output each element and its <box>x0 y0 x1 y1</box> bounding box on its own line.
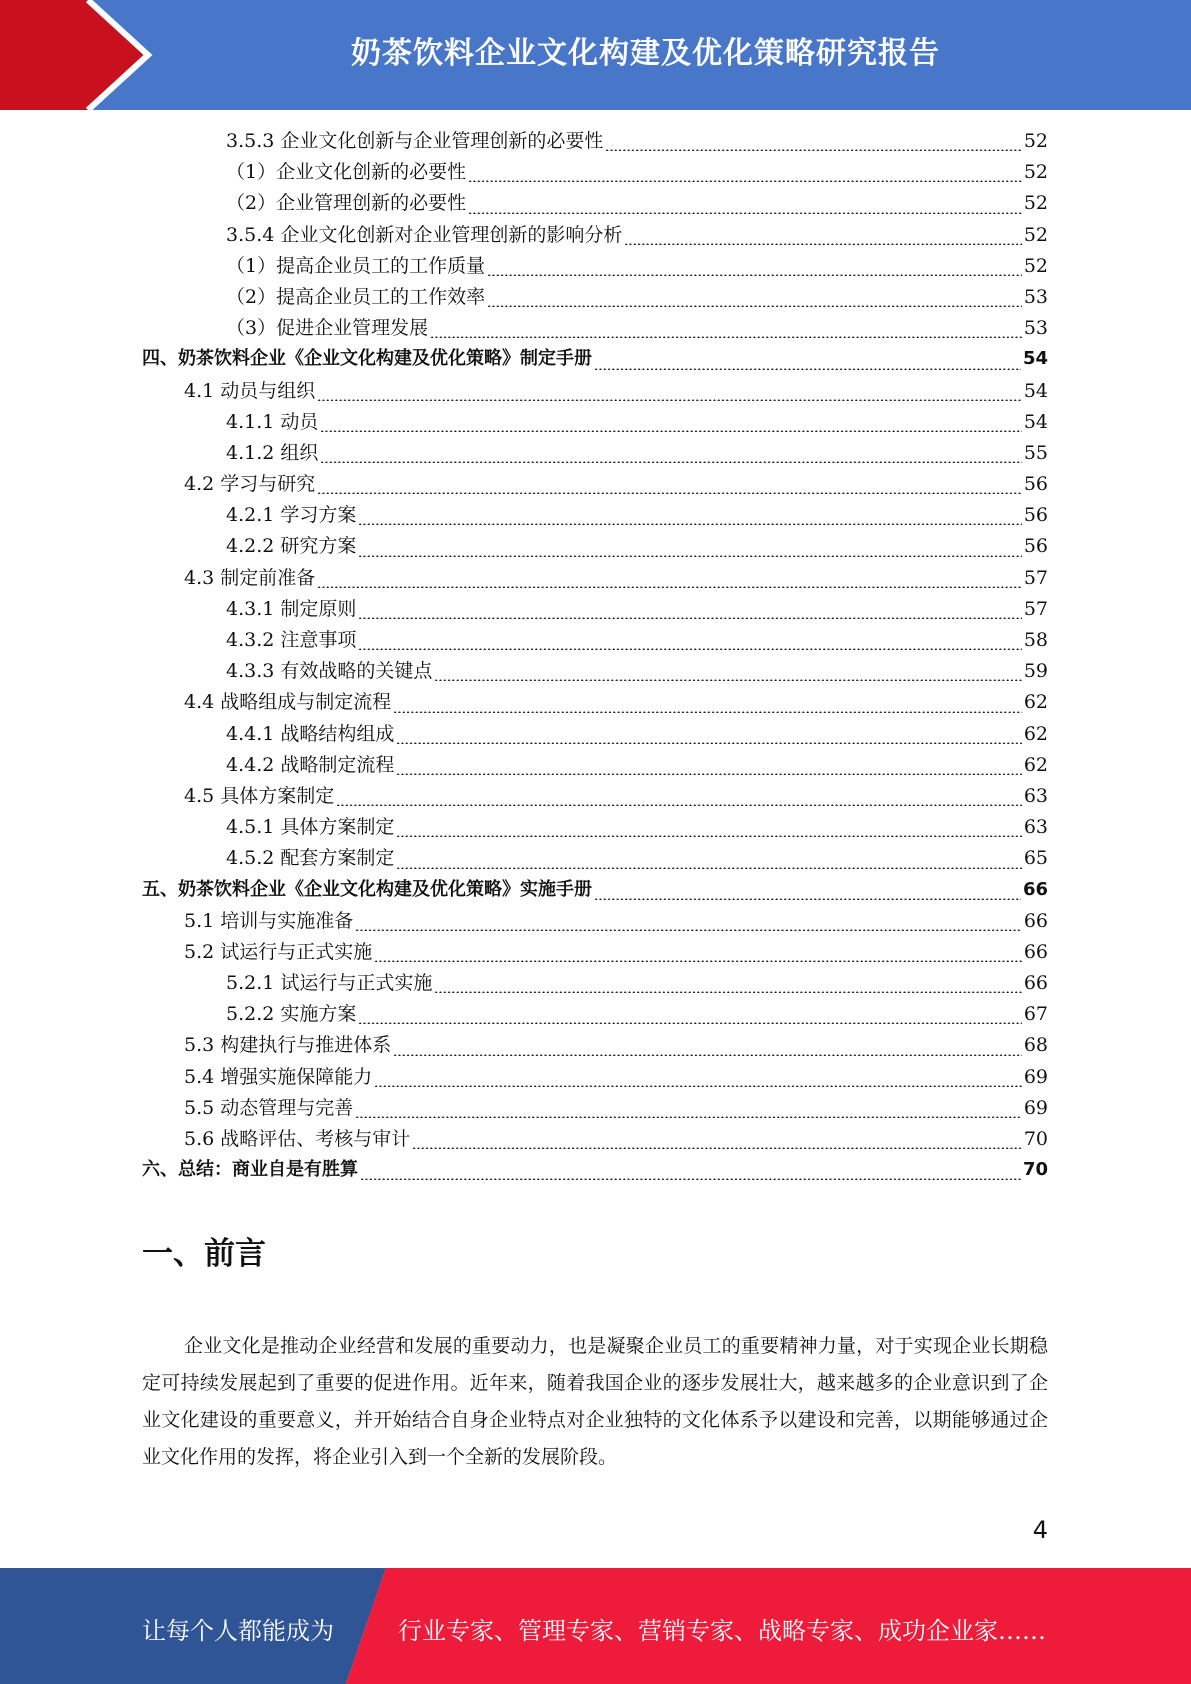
toc-entry-title: 4.5.2 配套方案制定 <box>226 847 395 870</box>
toc-entry-page: 65 <box>1023 847 1048 870</box>
toc-entry-page: 66 <box>1023 940 1048 963</box>
toc-entry[interactable] <box>142 1155 1048 1186</box>
toc-leader-dots <box>358 523 1021 525</box>
toc-leader-dots <box>358 555 1021 557</box>
toc-entry[interactable] <box>142 812 1048 843</box>
toc-entry-title: 4.4 战略组成与制定流程 <box>184 691 392 714</box>
toc-leader-dots <box>434 991 1021 993</box>
toc-entry-page: 62 <box>1023 691 1048 714</box>
toc-entry-title: 3.5.4 企业文化创新对企业管理创新的影响分析 <box>226 223 623 246</box>
toc-entry[interactable] <box>142 469 1048 500</box>
toc-entry-page: 54 <box>1023 410 1048 433</box>
toc-leader-dots <box>487 305 1022 307</box>
toc-entry-page: 58 <box>1023 629 1048 651</box>
toc-leader-dots <box>374 960 1022 962</box>
toc-leader-dots <box>594 898 1021 900</box>
body-paragraph: 企业文化是推动企业经营和发展的重要动力，也是凝聚企业员工的重要精神力量，对于实现企业长期稳定可持续发展起到了重要的促进作用。近年来，随着我国企业的逐步发展壮大，越来越多的企业意识到了企业文化建设的重要意义，并开始结合自身企业特点对企业独特的文化体系予以建设和完善，以期能够通过企业文化作用的发挥，将企业引入到一个全新的发展阶段。 <box>142 1335 1048 1468</box>
toc-leader-dots <box>317 492 1022 494</box>
toc-entry-title: 5.2.2 实施方案 <box>226 1003 357 1026</box>
toc-entry-page: 59 <box>1023 660 1048 683</box>
toc-entry-page: 56 <box>1023 504 1048 527</box>
toc-leader-dots <box>594 368 1021 370</box>
toc-entry[interactable] <box>142 625 1048 656</box>
toc-entry[interactable] <box>142 407 1048 438</box>
toc-leader-dots <box>487 274 1022 276</box>
section-heading: 一、前言 <box>142 1236 266 1272</box>
toc-entry-title: 4.3.2 注意事项 <box>226 629 357 651</box>
toc-leader-dots <box>396 742 1021 744</box>
toc-entry[interactable] <box>142 719 1048 750</box>
toc-entry-page: 66 <box>1022 878 1048 900</box>
toc-entry-title: 4.1 动员与组织 <box>184 379 316 402</box>
toc-leader-dots <box>360 1178 1021 1180</box>
toc-entry-page: 67 <box>1023 1003 1048 1026</box>
toc-entry-page: 70 <box>1022 1159 1048 1181</box>
toc-leader-dots <box>317 399 1022 401</box>
toc-leader-dots <box>358 648 1021 650</box>
toc-entry-page: 55 <box>1023 441 1048 464</box>
toc-leader-dots <box>358 1022 1021 1024</box>
toc-entry[interactable] <box>142 750 1048 781</box>
toc-leader-dots <box>624 243 1021 245</box>
toc-entry-title: （1）提高企业员工的工作质量 <box>226 254 486 277</box>
toc-leader-dots <box>355 1116 1022 1118</box>
toc-leader-dots <box>396 773 1021 775</box>
toc-entry[interactable] <box>142 251 1048 282</box>
toc-entry[interactable] <box>142 906 1048 937</box>
toc-entry-title: （3）促进企业管理发展 <box>226 317 429 340</box>
toc-entry-title: 4.5.1 具体方案制定 <box>226 816 395 839</box>
toc-entry[interactable] <box>142 531 1048 562</box>
toc-entry[interactable] <box>142 500 1048 531</box>
toc-entry-page: 66 <box>1023 909 1048 932</box>
toc-entry[interactable] <box>142 376 1048 407</box>
toc-leader-dots <box>430 336 1022 338</box>
toc-entry-page: 70 <box>1023 1128 1048 1150</box>
toc-entry[interactable] <box>142 563 1048 594</box>
toc-entry[interactable] <box>142 875 1048 906</box>
toc-entry-title: 5.3 构建执行与推进体系 <box>184 1034 392 1057</box>
toc-entry-page: 54 <box>1022 348 1048 370</box>
toc-entry[interactable] <box>142 220 1048 251</box>
toc-entry[interactable] <box>142 687 1048 718</box>
toc-entry-page: 69 <box>1023 1096 1048 1119</box>
toc-entry-title: 5.2 试运行与正式实施 <box>184 940 373 963</box>
toc-entry[interactable] <box>142 188 1048 219</box>
toc-entry-page: 66 <box>1023 972 1048 995</box>
toc-entry-page: 62 <box>1023 722 1048 745</box>
toc-entry-title: 5.1 培训与实施准备 <box>184 909 354 932</box>
toc-leader-dots <box>374 1085 1022 1087</box>
toc-leader-dots <box>336 804 1022 806</box>
toc-entry-title: 4.2.1 学习方案 <box>226 504 357 527</box>
toc-entry-title: 4.4.1 战略结构组成 <box>226 722 395 745</box>
toc-entry[interactable] <box>142 1093 1048 1124</box>
toc-entry-title: 4.3 制定前准备 <box>184 566 316 589</box>
toc-leader-dots <box>358 617 1021 619</box>
toc-entry-title: 4.1.2 组织 <box>226 441 319 464</box>
toc-entry-title: 4.3.1 制定原则 <box>226 597 357 620</box>
toc-entry-title: （1）企业文化创新的必要性 <box>226 161 467 184</box>
toc-entry[interactable] <box>142 157 1048 188</box>
toc-entry-title: 5.2.1 试运行与正式实施 <box>226 972 433 995</box>
toc-entry-title: 4.4.2 战略制定流程 <box>226 753 395 776</box>
toc-entry[interactable] <box>142 937 1048 968</box>
toc-entry[interactable] <box>142 1030 1048 1061</box>
toc-entry-page: 57 <box>1023 597 1048 620</box>
toc-leader-dots <box>412 1147 1022 1149</box>
toc-entry[interactable] <box>142 999 1048 1030</box>
toc-entry-title: 5.5 动态管理与完善 <box>184 1096 354 1119</box>
toc-leader-dots <box>468 212 1022 214</box>
toc-entry[interactable] <box>142 126 1048 157</box>
footer-slogan-right: 行业专家、管理专家、营销专家、战略专家、成功企业家…… <box>398 1617 1046 1645</box>
toc-entry[interactable] <box>142 594 1048 625</box>
toc-entry-title: 五、奶茶饮料企业《企业文化构建及优化策略》实施手册 <box>142 878 592 900</box>
toc-leader-dots <box>320 430 1021 432</box>
toc-entry-title: （2）提高企业员工的工作效率 <box>226 285 486 308</box>
toc-leader-dots <box>468 180 1022 182</box>
toc-entry-page: 52 <box>1023 192 1048 215</box>
toc-leader-dots <box>396 835 1021 837</box>
toc-entry[interactable] <box>142 438 1048 469</box>
toc-entry[interactable] <box>142 1062 1048 1093</box>
toc-entry-page: 52 <box>1023 161 1048 184</box>
toc-entry-title: 5.6 战略评估、考核与审计 <box>184 1128 411 1150</box>
toc-entry-page: 63 <box>1023 816 1048 839</box>
toc-entry-page: 63 <box>1023 784 1048 807</box>
toc-entry-page: 53 <box>1023 285 1048 308</box>
toc-entry-title: 5.4 增强实施保障能力 <box>184 1065 373 1088</box>
toc-leader-dots <box>393 711 1022 713</box>
toc-entry-page: 68 <box>1023 1034 1048 1057</box>
toc-entry-title: 4.1.1 动员 <box>226 410 319 433</box>
toc-entry[interactable] <box>142 1124 1048 1155</box>
toc-entry-page: 52 <box>1023 130 1048 152</box>
toc-entry-title: 六、总结：商业自是有胜算 <box>142 1159 358 1181</box>
toc-entry[interactable] <box>142 781 1048 812</box>
toc-entry-title: 4.2 学习与研究 <box>184 473 316 496</box>
toc-entry[interactable] <box>142 968 1048 999</box>
toc-entry[interactable] <box>142 656 1048 687</box>
toc-entry[interactable] <box>142 313 1048 344</box>
toc-entry-page: 52 <box>1023 254 1048 277</box>
toc-entry-title: 4.5 具体方案制定 <box>184 784 335 807</box>
toc-entry-page: 57 <box>1023 566 1048 589</box>
toc-entry-page: 54 <box>1023 379 1048 402</box>
footer-slogan-left: 让每个人都能成为 <box>142 1617 334 1645</box>
toc-entry[interactable] <box>142 344 1048 375</box>
toc-entry-page: 56 <box>1023 535 1048 558</box>
toc-entry-page: 56 <box>1023 473 1048 496</box>
toc-entry-title: 4.2.2 研究方案 <box>226 535 357 558</box>
toc-entry[interactable] <box>142 282 1048 313</box>
toc-leader-dots <box>320 461 1021 463</box>
toc-leader-dots <box>396 867 1021 869</box>
toc-entry-page: 52 <box>1023 223 1048 246</box>
toc-entry[interactable] <box>142 843 1048 874</box>
page-number: 4 <box>1032 1516 1048 1544</box>
toc-leader-dots <box>434 679 1021 681</box>
toc-entry-page: 53 <box>1023 317 1048 340</box>
table-of-contents <box>142 126 1048 1186</box>
toc-entry-title: 4.3.3 有效战略的关键点 <box>226 660 433 683</box>
toc-leader-dots <box>355 929 1022 931</box>
toc-entry-page: 69 <box>1023 1065 1048 1088</box>
toc-leader-dots <box>393 1054 1022 1056</box>
page-footer <box>0 1568 1191 1684</box>
toc-leader-dots <box>605 149 1021 151</box>
toc-leader-dots <box>317 586 1022 588</box>
report-title: 奶茶饮料企业文化构建及优化策略研究报告 <box>351 36 940 71</box>
page-header <box>0 0 1191 110</box>
toc-entry-title: 3.5.3 企业文化创新与企业管理创新的必要性 <box>226 130 604 152</box>
toc-entry-title: （2）企业管理创新的必要性 <box>226 192 467 215</box>
toc-entry-page: 62 <box>1023 753 1048 776</box>
toc-entry-title: 四、奶茶饮料企业《企业文化构建及优化策略》制定手册 <box>142 348 592 370</box>
